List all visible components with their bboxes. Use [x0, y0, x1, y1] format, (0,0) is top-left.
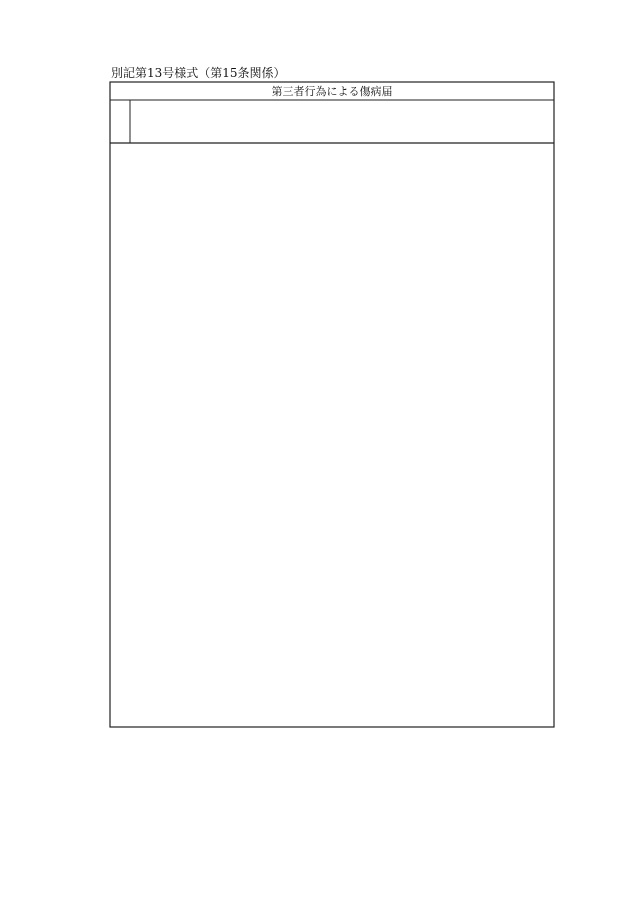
form-grid	[110, 82, 554, 727]
form-border	[110, 82, 554, 727]
form-number: 別記第13号様式（第15条関係）	[111, 66, 286, 80]
form-title: 第三者行為による傷病届	[271, 85, 393, 98]
form-labels	[272, 84, 393, 98]
